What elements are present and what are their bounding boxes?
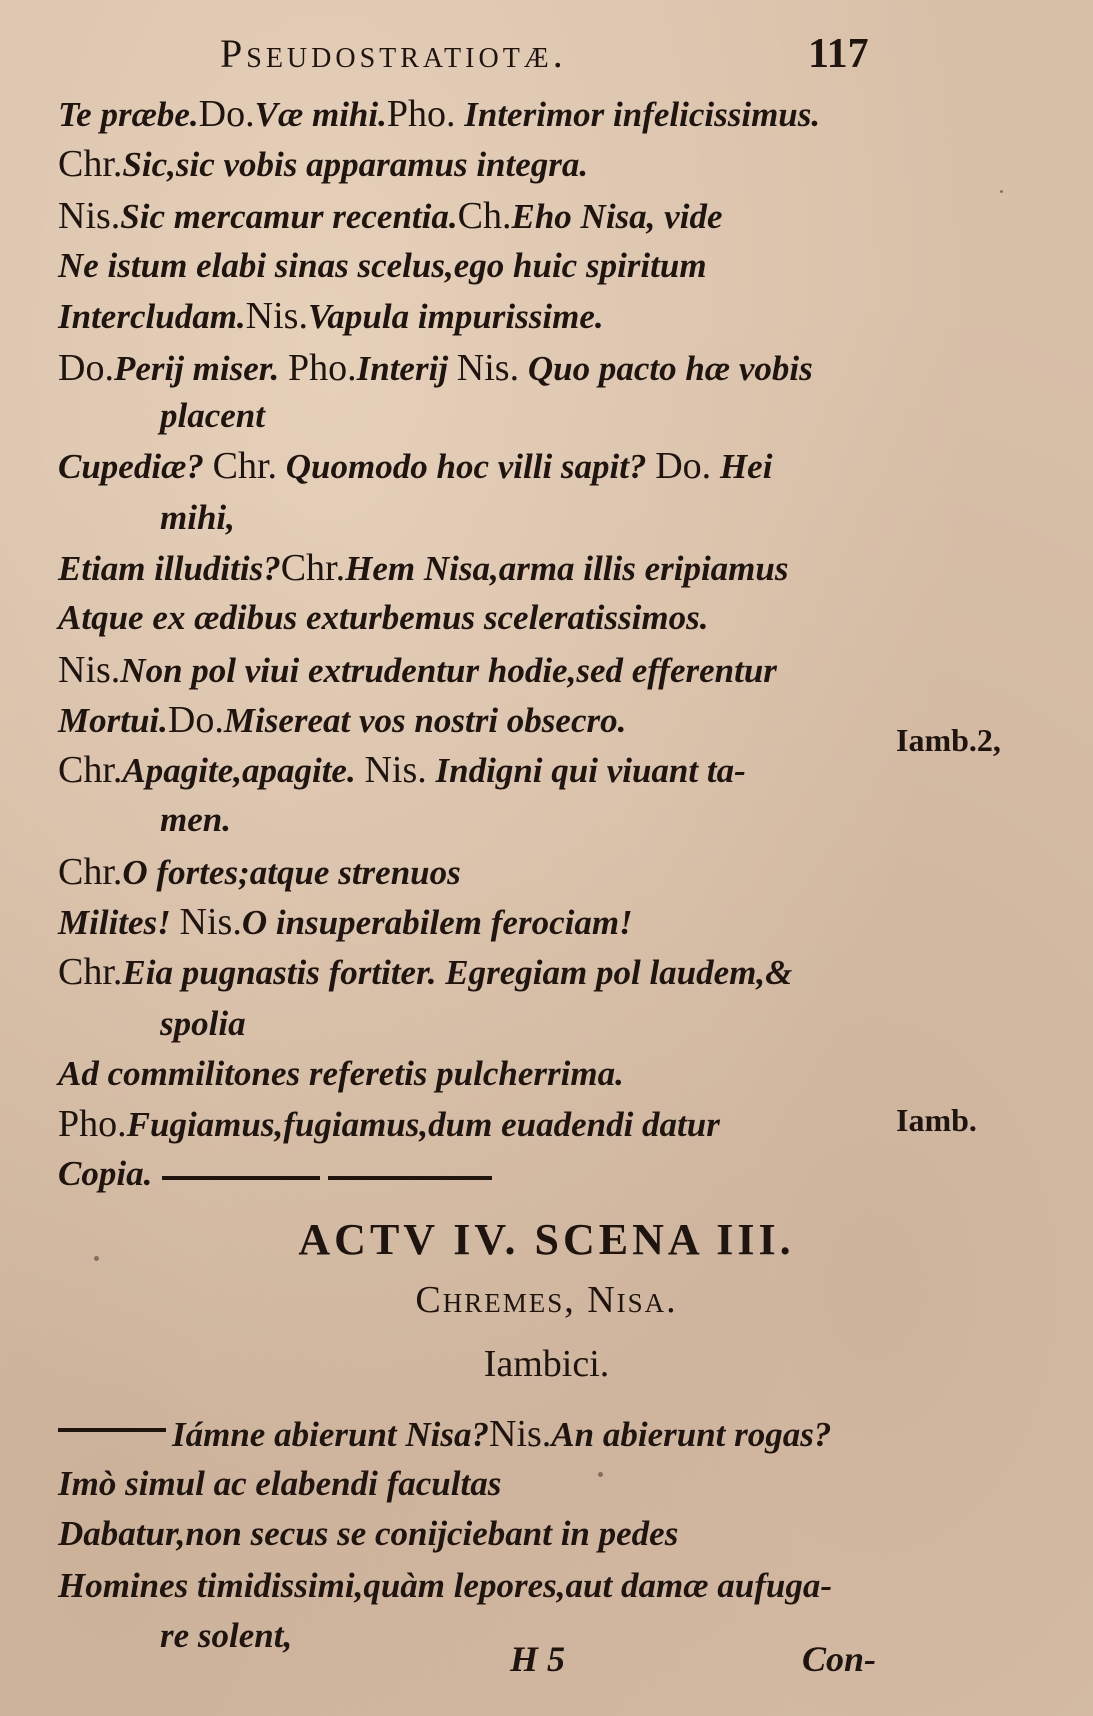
verse-line	[58, 142, 588, 186]
margin-note-iamb-2: Iamb.2,	[896, 722, 1001, 758]
verse-text: An abierunt rogas?	[551, 1415, 832, 1454]
verse-line	[160, 1002, 246, 1046]
verse-text: Quo pacto hæ vobis	[519, 349, 813, 388]
verse-text: Interij	[356, 349, 457, 388]
verse-line	[58, 698, 626, 742]
verse-line	[58, 1102, 720, 1146]
verse-text: Ne istum elabi sinas scelus,ego huic spiritum	[58, 246, 707, 285]
verse-text: Non pol viui extrudentur hodie,sed efferentur	[120, 651, 777, 690]
page-footer	[0, 1638, 1093, 1698]
verse-text: Vapula impurissime.	[307, 297, 604, 336]
speaker-label: Nis.	[364, 749, 427, 791]
verse-text: mihi,	[160, 498, 235, 537]
verse-line	[58, 194, 722, 238]
speaker-label: Pho.	[58, 1103, 127, 1145]
verse-text: Quomodo hoc villi sapit?	[277, 447, 656, 486]
speaker-label: Chr.	[58, 851, 123, 893]
verse-text: Perij miser.	[113, 349, 288, 388]
copia-rule-right	[328, 1176, 492, 1180]
speaker-label: Nis.	[245, 295, 308, 337]
speaker-label: Do.	[58, 347, 114, 389]
verse-text: Apagite,apagite.	[122, 751, 365, 790]
verse-line	[58, 1462, 501, 1506]
verse-text: Fugiamus,fugiamus,dum euadendi datur	[126, 1105, 720, 1144]
verse-line	[58, 1564, 832, 1608]
ink-speck	[94, 1256, 99, 1261]
speaker-label: Pho.	[287, 347, 357, 389]
verse-text: Eia pugnastis fortiter. Egregiam pol laudem,&	[122, 953, 793, 992]
verse-line	[58, 444, 772, 488]
verse-text: Ad commilitones referetis pulcherrima.	[58, 1054, 624, 1093]
verse-line	[58, 648, 777, 692]
verse-line	[58, 92, 820, 136]
speaker-label: Do.	[655, 445, 712, 487]
verse-line	[160, 394, 265, 438]
verse-text: Væ mihi.	[254, 95, 387, 134]
verse-text: Interimor infelicissimus.	[455, 95, 821, 134]
speaker-label: Chr.	[58, 749, 123, 791]
verse-line	[58, 900, 633, 944]
speaker-label: Do.	[167, 699, 224, 741]
verse-text: Te præbe.	[58, 95, 199, 134]
verse-text: Atque ex ædibus exturbemus sceleratissimos.	[58, 598, 709, 637]
speaker-label: Nis.	[58, 649, 121, 691]
speaker-label: Chr.	[212, 445, 278, 487]
speaker-label: Chr.	[58, 951, 123, 993]
verse-line	[58, 1152, 152, 1196]
verse-text: Hem Nisa,arma illis eripiamus	[345, 549, 789, 588]
signature-mark: H 5	[510, 1639, 566, 1679]
verse-text: O insuperabilem ferociam!	[241, 903, 633, 942]
verse-text: placent	[160, 396, 265, 435]
verse-text: Imò simul ac elabendi facultas	[58, 1464, 502, 1503]
speaker-label: Nis.	[489, 1413, 552, 1455]
scene-heading: ACTV IV. SCENA III.	[298, 1215, 795, 1264]
verse-text: Iámne abierunt Nisa?	[172, 1415, 489, 1454]
meter-label: Iambici.	[483, 1343, 610, 1385]
speaker-label: Chr.	[280, 547, 346, 589]
verse-line	[58, 950, 792, 994]
verse-text: Cupediæ?	[58, 447, 213, 486]
verse-text: Intercludam.	[58, 297, 246, 336]
verse-text: Dabatur,non secus se conijciebant in pedes	[58, 1514, 679, 1553]
verse-line	[160, 798, 231, 842]
verse-line	[58, 1512, 678, 1556]
verse-text: Eho Nisa, vide	[511, 197, 723, 236]
page-header	[0, 18, 1093, 78]
verse-text: Sic,sic vobis apparamus integra.	[122, 145, 589, 184]
speaker-label: Ch.	[457, 195, 512, 237]
verse-line	[58, 748, 746, 792]
verse-text: spolia	[160, 1004, 246, 1043]
verse-text: Milites!	[58, 903, 180, 942]
running-title: Pseudostratiotæ.	[220, 31, 567, 76]
verse-line	[58, 244, 707, 288]
speaker-label: Nis.	[456, 347, 520, 389]
verse-text: re solent,	[160, 1616, 293, 1655]
ink-speck	[1000, 190, 1003, 193]
verse-text: Hei	[711, 447, 773, 486]
verse-line	[172, 1412, 831, 1456]
verse-line	[58, 850, 461, 894]
speaker-label: Pho.	[386, 93, 456, 135]
verse-text: Misereat vos nostri obsecro.	[223, 701, 627, 740]
copia-rule-left	[162, 1176, 320, 1180]
verse-text: O fortes;atque strenuos	[122, 853, 461, 892]
speaker-label: Nis.	[179, 901, 242, 943]
verse-line	[58, 294, 604, 338]
verse-line	[160, 496, 235, 540]
margin-note-iamb: Iamb.	[896, 1102, 977, 1138]
catchword: Con-	[802, 1639, 877, 1679]
verse-text: Copia.	[58, 1154, 153, 1193]
scene-characters: Chremes, Nisa.	[415, 1279, 678, 1321]
verse-line	[58, 596, 708, 640]
verse-text: Sic mercamur recentia.	[120, 197, 458, 236]
ink-speck	[598, 1472, 603, 1477]
scene-opening-dash	[58, 1428, 166, 1432]
speaker-label: Do.	[198, 93, 255, 135]
verse-text: men.	[160, 800, 231, 839]
verse-line	[58, 1052, 624, 1096]
page-number: 117	[808, 31, 869, 77]
verse-text: Etiam illuditis?	[58, 549, 281, 588]
speaker-label: Chr.	[58, 143, 123, 185]
verse-line	[58, 346, 813, 390]
verse-text: Mortui.	[58, 701, 168, 740]
verse-text: Homines timidissimi,quàm lepores,aut damæ aufuga-	[58, 1566, 832, 1605]
verse-line	[58, 546, 789, 590]
verse-text: Indigni qui viuant ta-	[426, 751, 746, 790]
speaker-label: Nis.	[58, 195, 121, 237]
